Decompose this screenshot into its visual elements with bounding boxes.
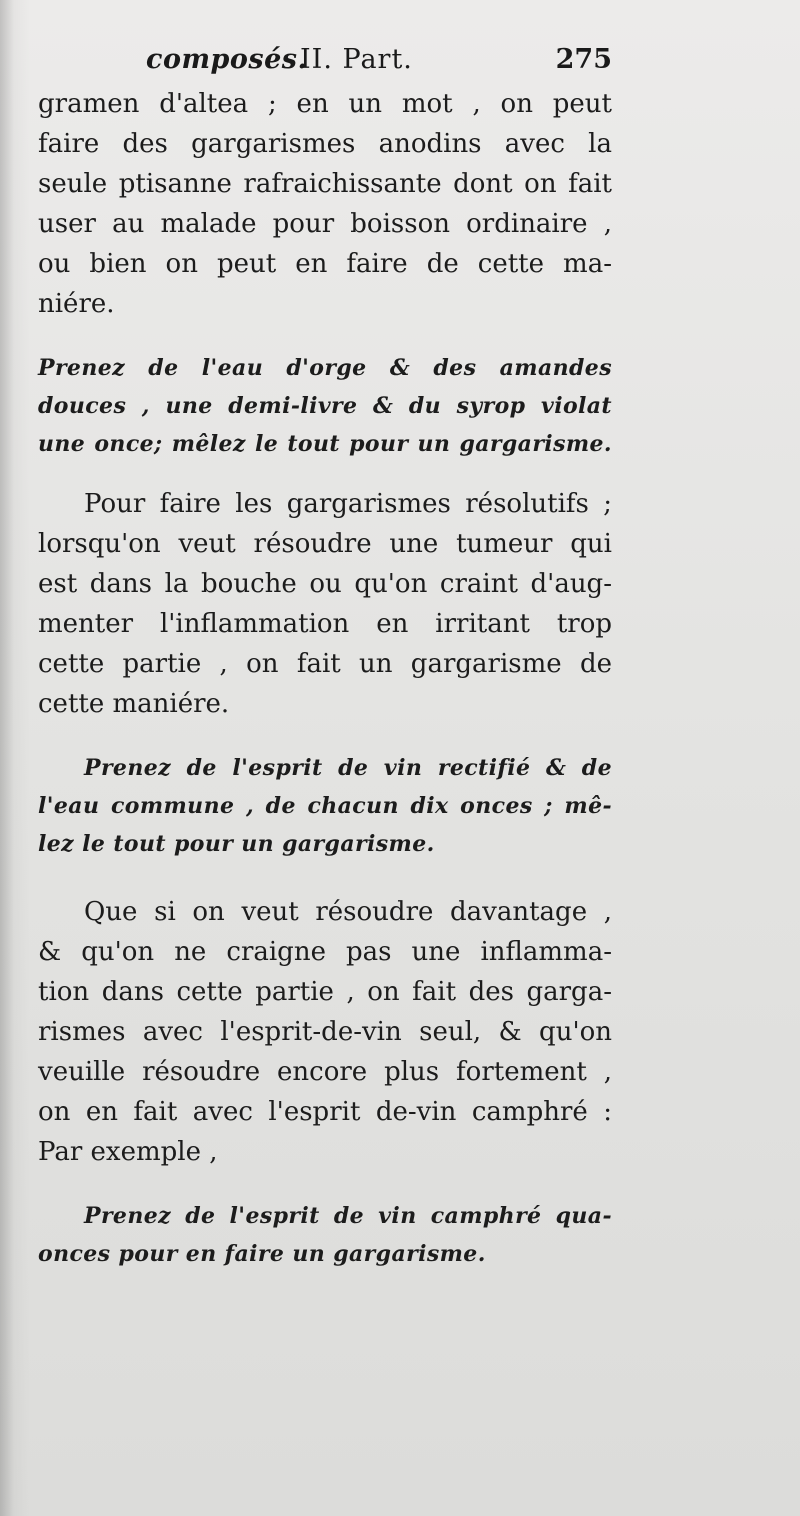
text-line: Pour faire les gargarismes résolutifs ; [84,489,612,519]
text-line: Prenez de l'eau d'orge & des amandes [38,355,612,381]
text-line: douces , une demi-livre & du syrop violat [38,393,612,419]
text-line: niére. [38,289,115,319]
running-header [38,44,612,84]
text-line: user au malade pour boisson ordinaire , [38,209,612,239]
text-line: ou bien on peut en faire de cette ma- [38,249,612,279]
text-line: l'eau commune , de chacun dix onces ; mê- [38,793,612,819]
text-line: tion dans cette partie , on fait des garga- [38,977,612,1007]
text-line: une once; mêlez le tout pour un gargarisme. [38,431,612,457]
page-number: 275 [555,44,612,75]
text-line: lorsqu'on veut résoudre une tumeur qui [38,529,612,559]
text-line: seule ptisanne rafraichissante dont on fait [38,169,612,199]
text-line: gramen d'altea ; en un mot , on peut [38,89,612,119]
text-line: cette partie , on fait un gargarisme de [38,649,612,679]
text-line: menter l'inflammation en irritant trop [38,609,612,639]
text-line: Que si on veut résoudre davantage , [84,897,612,927]
text-line: Par exemple , [38,1137,218,1167]
text-line: lez le tout pour un gargarisme. [38,831,435,857]
text-line: faire des gargarismes anodins avec la [38,129,612,159]
gutter-shadow [0,0,14,1516]
text-line: & qu'on ne craigne pas une inflamma- [38,937,612,967]
text-line: veuille résoudre encore plus fortement , [38,1057,612,1087]
text-line: onces pour en faire un gargarisme. [38,1241,486,1267]
header-section-title: composés. [146,44,308,75]
header-part-title: II. Part. [300,44,413,75]
text-line: cette maniére. [38,689,230,719]
text-line: on en fait avec l'esprit de-vin camphré : [38,1097,612,1127]
text-line: Prenez de l'esprit de vin camphré qua- [84,1203,612,1229]
text-line: rismes avec l'esprit-de-vin seul, & qu'on [38,1017,612,1047]
text-line: Prenez de l'esprit de vin rectifié & de [84,755,612,781]
text-line: est dans la bouche ou qu'on craint d'aug- [38,569,612,599]
